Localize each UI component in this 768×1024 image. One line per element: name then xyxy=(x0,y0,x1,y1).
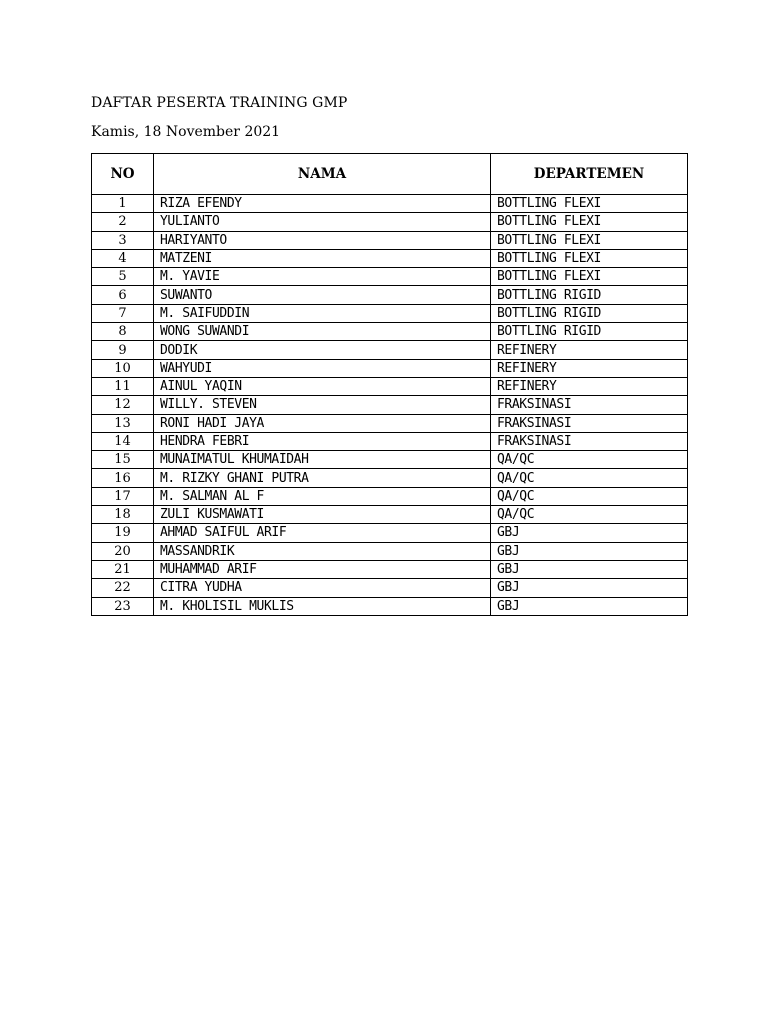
cell-departemen: BOTTLING FLEXI xyxy=(491,249,688,267)
cell-no: 20 xyxy=(92,542,154,560)
table-row xyxy=(92,268,688,286)
cell-departemen: QA/QC xyxy=(491,469,688,487)
table-row xyxy=(92,524,688,542)
cell-no: 23 xyxy=(92,597,154,615)
cell-nama: M. KHOLISIL MUKLIS xyxy=(154,597,491,615)
cell-nama: DODIK xyxy=(154,341,491,359)
cell-departemen: FRAKSINASI xyxy=(491,396,688,414)
cell-departemen: GBJ xyxy=(491,597,688,615)
table-row xyxy=(92,359,688,377)
cell-no: 8 xyxy=(92,323,154,341)
table-row xyxy=(92,487,688,505)
cell-nama: M. SAIFUDDIN xyxy=(154,304,491,322)
cell-nama: CITRA YUDHA xyxy=(154,579,491,597)
table-row xyxy=(92,286,688,304)
cell-departemen: GBJ xyxy=(491,524,688,542)
column-header-nama: NAMA xyxy=(154,154,491,195)
cell-departemen: BOTTLING FLEXI xyxy=(491,268,688,286)
cell-no: 11 xyxy=(92,377,154,395)
table-row xyxy=(92,451,688,469)
cell-nama: M. YAVIE xyxy=(154,268,491,286)
cell-no: 9 xyxy=(92,341,154,359)
cell-departemen: FRAKSINASI xyxy=(491,414,688,432)
table-row xyxy=(92,231,688,249)
table-row xyxy=(92,396,688,414)
cell-no: 19 xyxy=(92,524,154,542)
cell-nama: SUWANTO xyxy=(154,286,491,304)
cell-nama: MUNAIMATUL KHUMAIDAH xyxy=(154,451,491,469)
cell-no: 14 xyxy=(92,432,154,450)
cell-no: 13 xyxy=(92,414,154,432)
cell-nama: MATZENI xyxy=(154,249,491,267)
cell-no: 2 xyxy=(92,213,154,231)
cell-nama: HARIYANTO xyxy=(154,231,491,249)
cell-nama: RIZA EFENDY xyxy=(154,195,491,213)
cell-departemen: QA/QC xyxy=(491,451,688,469)
cell-nama: YULIANTO xyxy=(154,213,491,231)
table-row xyxy=(92,506,688,524)
cell-departemen: BOTTLING RIGID xyxy=(491,323,688,341)
cell-nama: WILLY. STEVEN xyxy=(154,396,491,414)
cell-departemen: GBJ xyxy=(491,560,688,578)
cell-departemen: REFINERY xyxy=(491,341,688,359)
cell-nama: WONG SUWANDI xyxy=(154,323,491,341)
cell-departemen: BOTTLING RIGID xyxy=(491,304,688,322)
cell-no: 21 xyxy=(92,560,154,578)
cell-nama: HENDRA FEBRI xyxy=(154,432,491,450)
cell-no: 12 xyxy=(92,396,154,414)
table-row xyxy=(92,213,688,231)
cell-departemen: GBJ xyxy=(491,542,688,560)
cell-no: 3 xyxy=(92,231,154,249)
table-row xyxy=(92,469,688,487)
cell-no: 16 xyxy=(92,469,154,487)
table-body xyxy=(92,195,688,616)
cell-no: 22 xyxy=(92,579,154,597)
cell-nama: M. RIZKY GHANI PUTRA xyxy=(154,469,491,487)
cell-no: 7 xyxy=(92,304,154,322)
cell-no: 18 xyxy=(92,506,154,524)
table-row xyxy=(92,542,688,560)
cell-departemen: GBJ xyxy=(491,579,688,597)
cell-no: 4 xyxy=(92,249,154,267)
cell-departemen: FRAKSINASI xyxy=(491,432,688,450)
cell-nama: AHMAD SAIFUL ARIF xyxy=(154,524,491,542)
table-row xyxy=(92,323,688,341)
table-row xyxy=(92,432,688,450)
cell-departemen: BOTTLING RIGID xyxy=(491,286,688,304)
table-row xyxy=(92,414,688,432)
cell-departemen: REFINERY xyxy=(491,377,688,395)
table-row xyxy=(92,560,688,578)
cell-nama: WAHYUDI xyxy=(154,359,491,377)
cell-departemen: BOTTLING FLEXI xyxy=(491,213,688,231)
table-row xyxy=(92,597,688,615)
cell-departemen: REFINERY xyxy=(491,359,688,377)
cell-nama: M. SALMAN AL F xyxy=(154,487,491,505)
column-header-departemen: DEPARTEMEN xyxy=(491,154,688,195)
cell-departemen: BOTTLING FLEXI xyxy=(491,195,688,213)
cell-no: 10 xyxy=(92,359,154,377)
table-row xyxy=(92,249,688,267)
table-row xyxy=(92,579,688,597)
participant-table xyxy=(91,153,688,616)
cell-nama: MASSANDRIK xyxy=(154,542,491,560)
table-header-row xyxy=(92,154,688,195)
document-date: Kamis, 18 November 2021 xyxy=(91,124,281,140)
table-row xyxy=(92,341,688,359)
column-header-no: NO xyxy=(92,154,154,195)
cell-departemen: QA/QC xyxy=(491,506,688,524)
cell-no: 6 xyxy=(92,286,154,304)
cell-no: 17 xyxy=(92,487,154,505)
cell-departemen: QA/QC xyxy=(491,487,688,505)
table-row xyxy=(92,304,688,322)
cell-no: 15 xyxy=(92,451,154,469)
document-title: DAFTAR PESERTA TRAINING GMP xyxy=(91,95,348,111)
cell-nama: ZULI KUSMAWATI xyxy=(154,506,491,524)
cell-departemen: BOTTLING FLEXI xyxy=(491,231,688,249)
cell-nama: RONI HADI JAYA xyxy=(154,414,491,432)
cell-nama: MUHAMMAD ARIF xyxy=(154,560,491,578)
cell-no: 5 xyxy=(92,268,154,286)
table-row xyxy=(92,377,688,395)
table-row xyxy=(92,195,688,213)
cell-nama: AINUL YAQIN xyxy=(154,377,491,395)
cell-no: 1 xyxy=(92,195,154,213)
